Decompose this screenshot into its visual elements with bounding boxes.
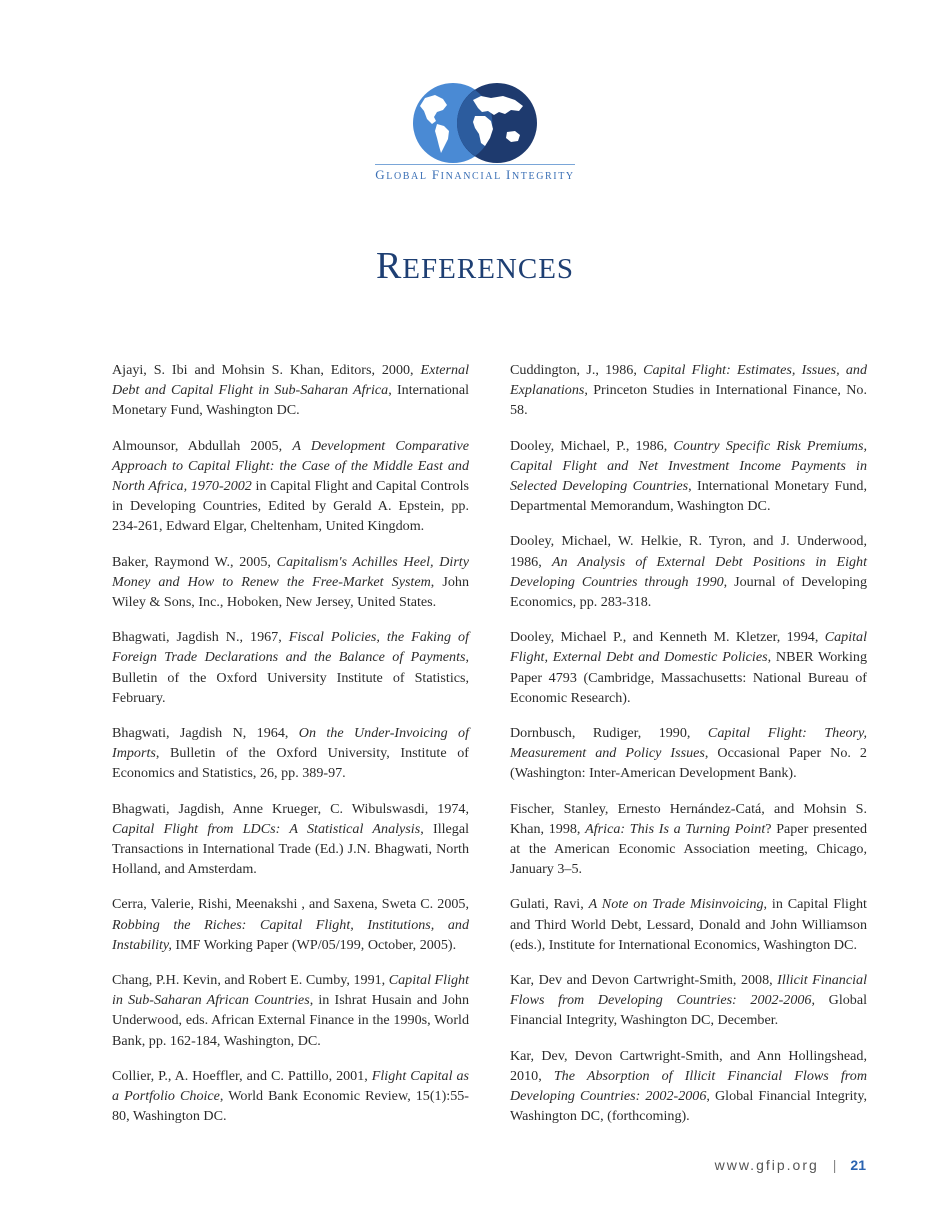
reference-entry: Kar, Dev, Devon Cartwright-Smith, and Ann Hollingshead, 2010, The Absorption of Illicit Financial Flows from Developing Countries: 2002-2006, Global Financial Integrity, Washington DC, (forthcoming). bbox=[510, 1047, 867, 1125]
reference-entry: Cuddington, J., 1986, Capital Flight: Estimates, Issues, and Explanations, Princeton Studies in International Finance, No. 58. bbox=[510, 362, 867, 419]
page-footer bbox=[715, 1157, 866, 1173]
reference-entry: Chang, P.H. Kevin, and Robert E. Cumby, 1991, Capital Flight in Sub-Saharan African Countries, in Ishrat Husain and John Underwood, eds. African External Finance in the 1990s, World Bank, pp. 162-184, Washington, DC. bbox=[112, 972, 470, 1049]
reference-entry: Dooley, Michael, P., 1986, Country Specific Risk Premiums, Capital Flight and Net Investment Income Payments in Selected Developing Countries, International Monetary Fund, Departmental Memorandum, Washington DC. bbox=[510, 437, 867, 515]
reference-entry: Bhagwati, Jagdish N, 1964, On the Under-Invoicing of Imports, Bulletin of the Oxford University, Institute of Economics and Statistics, 26, pp. 389-97. bbox=[112, 725, 469, 782]
footer-url[interactable]: www.gfip.org bbox=[714, 1157, 819, 1173]
org-name bbox=[375, 164, 575, 183]
reference-entry: Kar, Dev and Devon Cartwright-Smith, 2008, Illicit Financial Flows from Developing Countries: 2002-2006, Global Financial Integrity, Washington DC, December. bbox=[510, 972, 867, 1029]
org-name-text: GLOBAL FINANCIAL INTEGRITY bbox=[375, 167, 575, 182]
references-right-column bbox=[510, 360, 867, 1142]
reference-entry: Bhagwati, Jagdish, Anne Krueger, C. Wibulswasdi, 1974, Capital Flight from LDCs: A Statistical Analysis, Illegal Transactions in International Trade (Ed.) J.N. Bhagwati, North Holland, and Amsterdam. bbox=[112, 800, 470, 878]
page-number: 21 bbox=[850, 1157, 866, 1173]
page-title: REFERENCES bbox=[375, 245, 575, 287]
reference-entry: Dooley, Michael, W. Helkie, R. Tyron, and J. Underwood, 1986, An Analysis of External Debt Positions in Eight Developing Countries through 1990, Journal of Developing Economics, pp. 283-318. bbox=[510, 533, 867, 611]
reference-entry: Gulati, Ravi, A Note on Trade Misinvoicing, in Capital Flight and Third World Debt, Lessard, Donald and John Williamson (eds.), Institute for International Economics, Washington DC. bbox=[510, 896, 867, 953]
reference-entry: Dooley, Michael P., and Kenneth M. Kletzer, 1994, Capital Flight, External Debt and Domestic Policies, NBER Working Paper 4793 (Cambridge, Massachusetts: National Bureau of Economic Research). bbox=[510, 629, 867, 706]
references-left-column bbox=[112, 360, 469, 1142]
reference-entry: Baker, Raymond W., 2005, Capitalism's Achilles Heel, Dirty Money and How to Renew the Free-Market System, John Wiley & Sons, Inc., Hoboken, New Jersey, United States. bbox=[112, 553, 469, 611]
reference-entry: Dornbusch, Rudiger, 1990, Capital Flight: Theory, Measurement and Policy Issues, Occasional Paper No. 2 (Washington: Inter-American Development Bank). bbox=[510, 725, 868, 782]
globe-logo-icon bbox=[395, 82, 555, 164]
reference-entry: Ajayi, S. Ibi and Mohsin S. Khan, Editors, 2000, External Debt and Capital Flight in Sub-Saharan Africa, International Monetary Fund, Washington DC. bbox=[112, 362, 469, 419]
reference-entry: Bhagwati, Jagdish N., 1967, Fiscal Policies, the Faking of Foreign Trade Declarations and the Balance of Payments, Bulletin of the Oxford University Institute of Statistics, February. bbox=[112, 629, 469, 706]
reference-entry: Almounsor, Abdullah 2005, A Development Comparative Approach to Capital Flight: the Case of the Middle East and North Africa, 1970-2002 in Capital Flight and Capital Controls in Developing Countries, Edited by Gerald A. Epstein, pp. 234-261, Edward Elgar, Cheltenham, United Kingdom. bbox=[112, 437, 469, 535]
reference-entry: Cerra, Valerie, Rishi, Meenakshi , and Saxena, Sweta C. 2005, Robbing the Riches: Capital Flight, Institutions, and Instability, IMF Working Paper (WP/05/199, October, 2005). bbox=[112, 896, 469, 953]
footer-separator: | bbox=[832, 1157, 837, 1173]
gfi-logo bbox=[0, 82, 950, 184]
reference-entry: Collier, P., A. Hoeffler, and C. Pattillo, 2001, Flight Capital as a Portfolio Choice, World Bank Economic Review, 15(1):55-80, Washington DC. bbox=[112, 1067, 469, 1125]
reference-entry: Fischer, Stanley, Ernesto Hernández-Catá, and Mohsin S. Khan, 1998, Africa: This Is a Turning Point? Paper presented at the American Economic Association meeting, Chicago, January 3–5. bbox=[510, 800, 867, 878]
